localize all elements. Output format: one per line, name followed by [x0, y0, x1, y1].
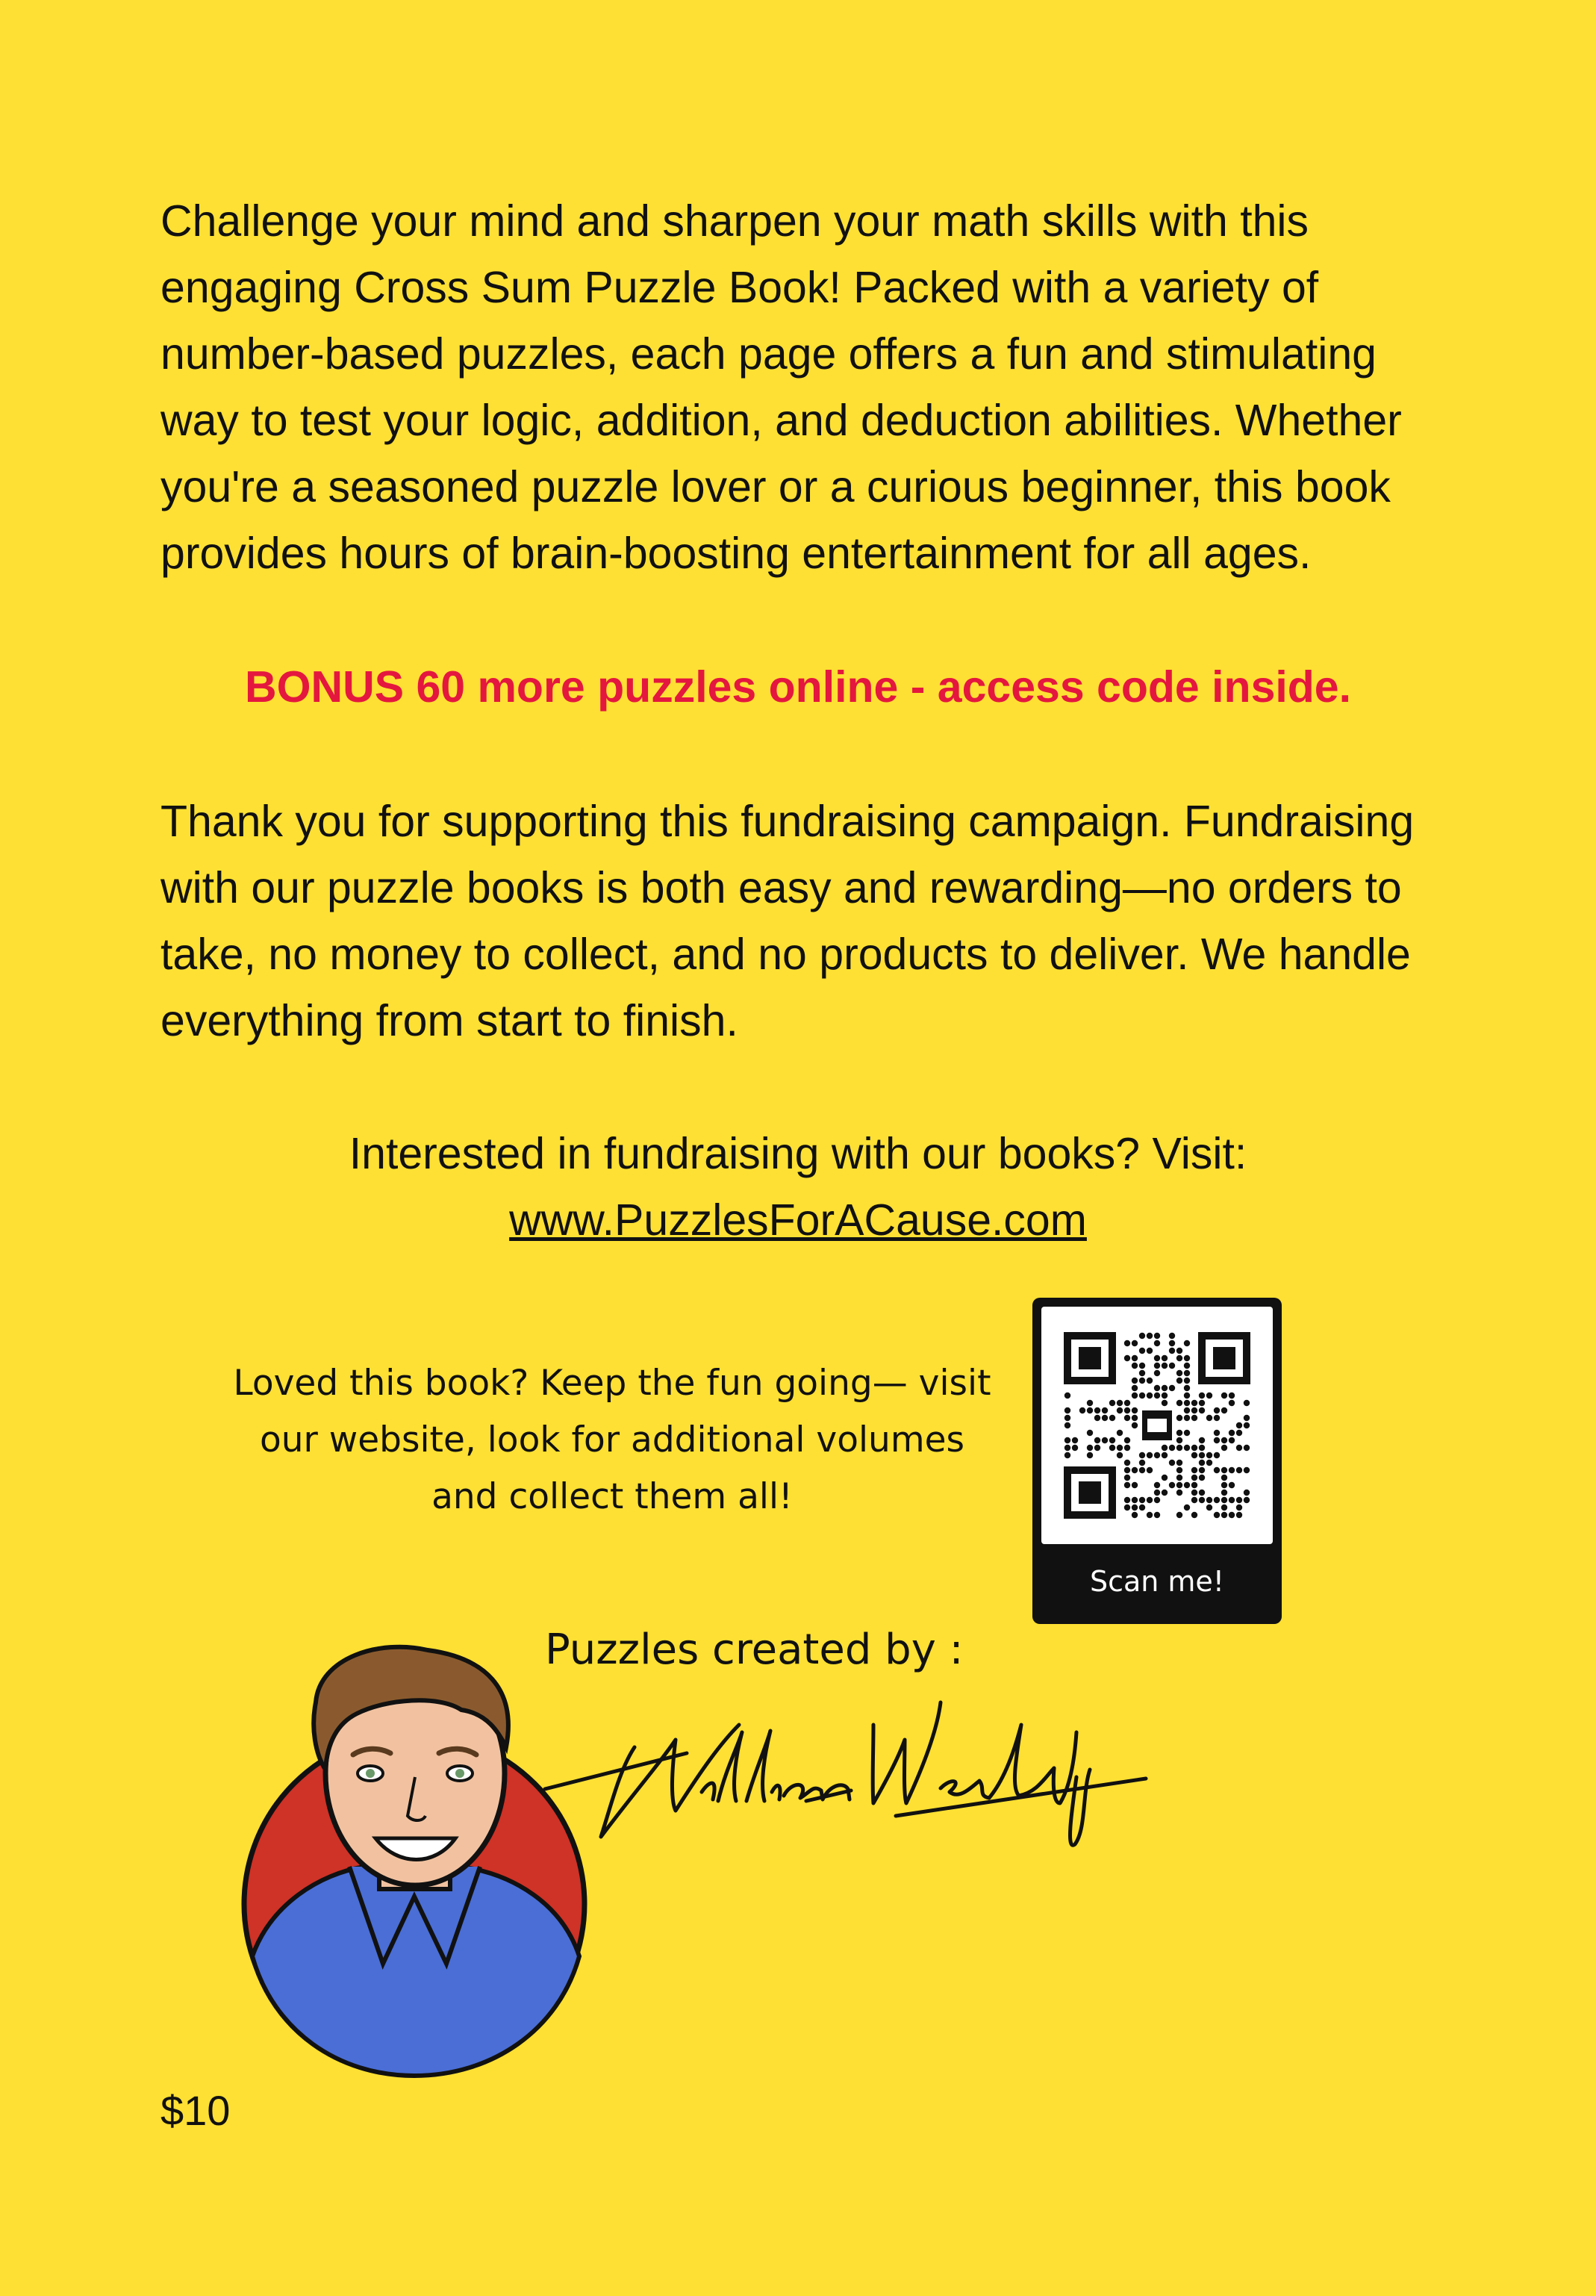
qr-code-image	[1041, 1307, 1273, 1544]
visit-section	[0, 1121, 1596, 1254]
bonus-notice: BONUS 60 more puzzles online - access code inside.	[244, 662, 1352, 712]
credit-label: Puzzles created by :	[545, 1625, 964, 1674]
author-signature	[523, 1643, 1232, 1882]
qr-code-card[interactable]	[1032, 1298, 1282, 1624]
website-link[interactable]: www.PuzzlesForACause.com	[509, 1195, 1087, 1245]
price: $10	[160, 2087, 231, 2134]
qr-code[interactable]	[1041, 1307, 1273, 1544]
visit-text: Interested in fundraising with our books? Visit:	[349, 1129, 1247, 1178]
description-paragraph: Challenge your mind and sharpen your math skills with this engaging Cross Sum Puzzle Book! Packed with a variety of number-based puzzles, each page offers a fun and stimulating way to test your logic, addition, and deduction abilities. Whether you're a seasoned puzzle lover or a curious beginner, this book provides hours of brain-boosting entertainment for all ages.	[160, 196, 1402, 578]
fundraising-paragraph: Thank you for supporting this fundraising campaign. Fundraising with our puzzle books is both easy and rewarding—no orders to take, no money to collect, and no products to deliver. We handle everything from start to finish.	[160, 797, 1415, 1045]
author-portrait	[237, 1643, 603, 2083]
collect-message: Loved this book? Keep the fun going— visit our website, look for additional volumes and collect them all!	[233, 1363, 991, 1517]
qr-scan-label: Scan me!	[1089, 1565, 1225, 1598]
